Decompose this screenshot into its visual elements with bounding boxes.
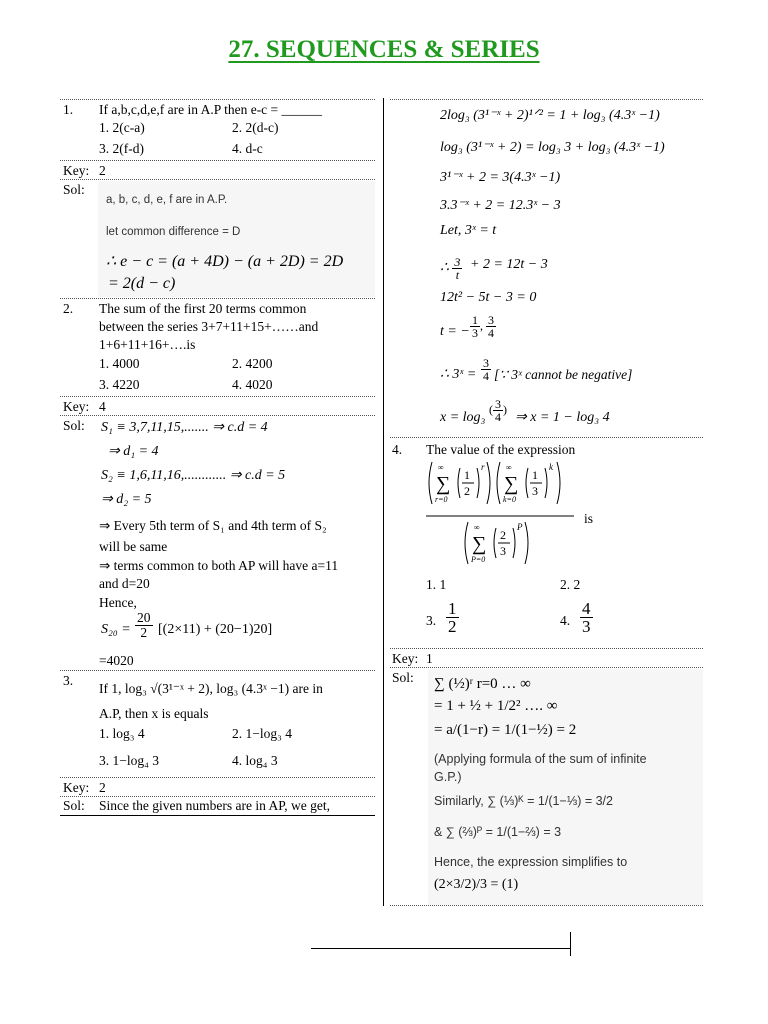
q4-option-4-denominator: 3 [582,617,591,636]
q3-cont-line-5: Let, 3ˣ = t [440,223,497,238]
q4-option-3-fraction [446,600,459,635]
q2-sol-line-7: ⇒ terms common to both AP will have a=11 [99,558,339,573]
q1-option-3: 3. 2(f-d) [99,141,144,156]
divider [60,160,375,161]
svg-text:∑: ∑ [504,473,519,495]
q2-sol-label: Sol: [63,418,85,433]
q3-cont-line-10: [∵ 3ˣ cannot be negative] [494,367,633,382]
svg-text:∑: ∑ [472,533,487,555]
q2-number: 2. [63,301,74,316]
q4-option-2: 2. 2 [560,577,581,592]
q3-number: 3. [63,673,74,688]
svg-text:r=0: r=0 [435,495,448,504]
divider [60,298,375,299]
q4-option-4: 4. [560,613,571,628]
q3-cont-line-11: x = log₃ [440,410,486,425]
q2-sol-line-1: S₁ ≡ 3,7,11,15,....... ⇒ c.d = 4 [101,420,268,435]
footer-tick [570,932,571,956]
q4-sol-line-6: Similarly, ∑ (⅓)ᴷ = 1/(1−⅓) = 3/2 [434,794,613,808]
q4-sol-line-1: ∑ (½)ʳ r=0 … ∞ [434,676,531,692]
svg-text:∞: ∞ [438,463,444,472]
q3-option-4: 4. log₄ 3 [232,753,278,768]
svg-text:2: 2 [464,484,470,498]
q4-key-label: Key: [392,651,419,666]
q4-sol-line-8: Hence, the expression simplifies to [434,855,628,869]
q3-cont-line-7: 12t² − 5t − 3 = 0 [440,290,537,305]
q4-number: 4. [392,442,403,457]
divider [390,667,703,668]
divider [60,396,375,397]
q4-text: The value of the expression [426,442,576,457]
svg-text:1: 1 [464,468,470,482]
q2-text-2: between the series 3+7+11+15+……and [99,319,319,334]
divider [60,415,375,416]
q2-result: =4020 [99,653,134,668]
q2-option-1: 1. 4000 [99,356,140,371]
q2-key-label: Key: [63,399,90,414]
q4-option-4-fraction [580,600,593,635]
q3-option-1: 1. log₃ 4 [99,726,145,741]
s20-lhs: S₂₀ = [101,622,131,637]
q4-option-3-numerator: 1 [448,599,457,618]
q2-text-1: The sum of the first 20 terms common [99,301,307,316]
q4-option-3-denominator: 2 [448,617,457,636]
q3-text-2: A.P, then x is equals [99,706,209,721]
q4-sol-line-4: (Applying formula of the sum of infinite [434,752,647,766]
q4-key: 1 [426,651,433,666]
column-divider [383,98,384,906]
divider [390,905,703,906]
svg-text:∞: ∞ [506,463,512,472]
q2-sol-line-2: ⇒ d₁ = 4 [108,444,159,459]
divider [60,179,375,180]
q3-sol-label: Sol: [63,798,85,813]
q4-sol-line-3: = a/(1−r) = 1/(1−½) = 2 [434,722,577,738]
svg-text:P: P [517,522,523,532]
svg-text:∞: ∞ [474,523,480,532]
q4-is: is [584,511,594,526]
q3-cont-line-4: 3.3⁻ˣ + 2 = 12.3ˣ − 3 [440,198,561,213]
svg-text:3: 3 [500,544,506,558]
divider [390,648,703,649]
q2-option-4: 4. 4020 [232,377,273,392]
q2-sol-line-5: ⇒ Every 5th term of S₁ and 4th term of S₂ [99,518,327,533]
svg-text:k: k [549,462,553,472]
q1-sol-label: Sol: [63,182,85,197]
s20-fraction [135,611,153,639]
q1-text: If a,b,c,d,e,f are in A.P then e-c = ______ [99,102,323,117]
q3-cont-line-1: 2log₃ (3¹⁻ˣ + 2)¹ᐟ² = 1 + log₃ (4.3ˣ −1) [440,108,660,123]
three-fourths: $\frac{3}{4}$ [483,356,489,383]
q2-sol-line-4: ⇒ d₂ = 5 [101,492,152,507]
q4-expression [424,458,584,570]
q1-option-4: 4. d-c [232,141,263,156]
divider [60,99,375,100]
q1-sol-line-2: let common difference = D [106,226,241,238]
q3-key-label: Key: [63,780,90,795]
q1-option-1: 1. 2(c-a) [99,120,145,135]
q1-sol-line-1: a, b, c, d, e, f are in A.P. [106,194,228,206]
svg-text:2: 2 [500,528,506,542]
q2-sol-line-8: and d=20 [99,576,150,591]
divider [60,796,375,797]
q3-sol: Since the given numbers are in AP, we get, [99,798,330,813]
q3-option-3: 3. 1−log₄ 3 [99,753,159,768]
svg-text:k=0: k=0 [503,495,516,504]
divider [390,99,703,100]
s20-denominator: 2 [140,624,148,640]
q3-key: 2 [99,780,106,795]
q2-key: 4 [99,399,106,414]
svg-text:∑: ∑ [436,473,451,495]
q4-sol-line-2: = 1 + ½ + 1/2² …. ∞ [434,698,558,714]
q3-cont-line-8: t = − [440,324,470,339]
q1-key: 2 [99,163,106,178]
q2-sol-line-6: will be same [99,539,168,554]
q3-cont-line-9: ∴ 3ˣ = [440,367,477,382]
s20-bracket: [(2×11) + (20−1)20] [158,622,273,637]
q4-sol-line-5: G.P.) [434,770,462,784]
svg-text:r: r [481,462,485,472]
q4-sol-label: Sol: [392,670,414,685]
q4-sol-line-7: & ∑ (⅔)ᴾ = 1/(1−⅔) = 3 [434,825,562,839]
q4-sol-line-9: (2×3/2)/3 = (1) [434,877,519,892]
log-three-fourths: ( $\frac{3}{4}$ ) [489,397,507,424]
divider [60,815,375,816]
divider [60,670,375,671]
page-title: 27. SEQUENCES & SERIES [228,36,540,63]
q3-text: If 1, log₃ √(3¹⁻ˣ + 2), log₃ (4.3ˣ −1) are in [99,681,323,696]
q2-option-2: 2. 4200 [232,356,273,371]
q3-cont-line-12: ⇒ x = 1 − log₃ 4 [515,410,610,425]
therefore-3-over-t: ∴ $\frac{3}{t}$ [440,255,461,282]
q1-sol-eq2: = 2(d − c) [108,275,176,292]
divider [390,437,703,438]
svg-text:1: 1 [532,468,538,482]
q2-sol-line-3: S₂ ≡ 1,6,11,16,............ ⇒ c.d = 5 [101,468,286,483]
q3-cont-line-2: log₃ (3¹⁻ˣ + 2) = log₃ 3 + log₃ (4.3ˣ −1) [440,140,665,155]
q2-option-3: 3. 4220 [99,377,140,392]
footer-line [311,948,571,949]
t-roots: $\frac{1}{3}$ , $\frac{3}{4}$ [472,313,494,340]
q1-key-label: Key: [63,163,90,178]
q2-text-3: 1+6+11+16+….is [99,337,196,352]
svg-text:3: 3 [532,484,538,498]
q3-option-2: 2. 1−log₃ 4 [232,726,292,741]
q4-option-4-numerator: 4 [582,599,591,618]
q3-cont-line-6: + 2 = 12t − 3 [470,257,548,272]
q3-cont-line-3: 3¹⁻ˣ + 2 = 3(4.3ˣ −1) [440,170,561,185]
q1-option-2: 2. 2(d-c) [232,120,279,135]
q4-option-1: 1. 1 [426,577,447,592]
divider [60,777,375,778]
s20-numerator: 20 [137,610,151,625]
q1-sol-eq1: ∴ e − c = (a + 4D) − (a + 2D) = 2D [106,253,344,270]
q2-sol-line-9: Hence, [99,595,137,610]
svg-text:P=0: P=0 [471,555,486,564]
q4-option-3: 3. [426,613,437,628]
q1-number: 1. [63,102,74,117]
